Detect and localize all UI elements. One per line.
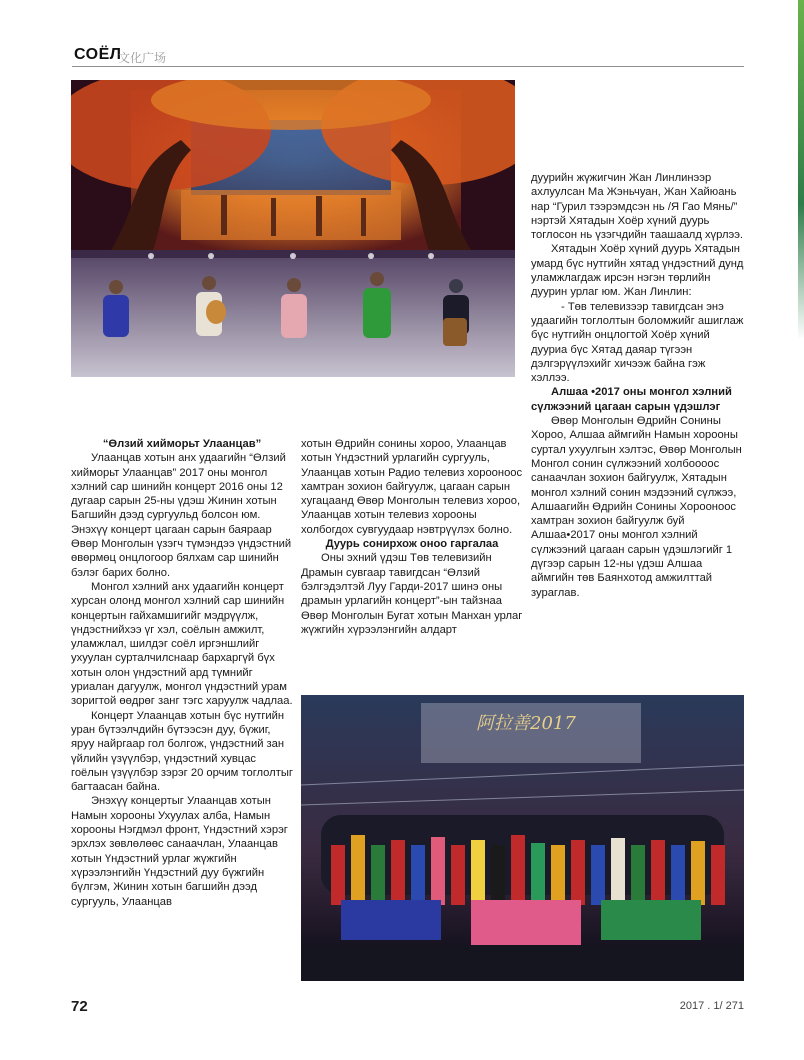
heading-ulaantsav: “Өлзий хийморьт Улаанцав”	[102, 438, 262, 450]
paragraph: Монгол хэлний анх удаагийн концерт хурсан олонд монгол хэлний сар шинийн концертын гайхамшигийг мэдрүүлж, үндэстнийхээ үг хэл, соёлын амжилт, уламжлал, шилдэг соёл иргэншлийг ухуулан сурталчилснаар бархаргүй бүх хотын олон үндэстний ард түмнийг уриалан дагуулж, монгол үндэстний урам зоригтой өөдрөг занг тэгс харуулж чадлаа.	[71, 580, 293, 708]
article-column-1	[71, 437, 293, 909]
paragraph: Концерт Улаанцав хотын бүс нутгийн уран бүтээлчдийн бүтээсэн дуу, бүжиг, яруу найргаар гол болгож, үндэстний зан үйлийн үзүүлбэр, үндэстний хувцас гоёлын үзүүлбэр зэрэг 20 орчим тоглолтыг багтаасан байна.	[71, 709, 293, 794]
paragraph: Энэхүү концертыг Улаанцав хотын Намын хорооны Ухуулах алба, Намын хорооны Нэгдмэл фронт, Үндэстний хэрэг эрхлэх зөвлөлөөс санаачлан, Улаанцав хотын Үндэстний урлаг жүжгийн хүрээлэнгийн Үндэстний дуу бүжгийн бүлгэм, Жинин хотын багшийн дээд сургууль, Улаанцав	[71, 795, 288, 908]
page-number: 72	[71, 998, 88, 1015]
paragraph: Өвөр Монголын Өдрийн Сонины Хороо, Алшаа аймгийн Намын хорооны суртал ухуулгын хэлтэс, Өвөр Монголын Монгол сонин сүлжээний холбоооос санаачлан зохион байгуулж, Хятадын монгол хэлний сонин мэдээний сүлжээ, Алшаагийн Өдрийн Сонины Хорооноос хамтран зохион байгуулж буй Алшаа•2017 оны монгол хэлний сүлжээний цагаан сарын үдэшлэгийг 1 дүгээр сарын 12-ны үдэш Алшаа аймгийн төв Баянхотод амжилттай зураглав.	[531, 415, 742, 599]
article-column-2	[301, 437, 523, 637]
section-title: СОЁЛ	[74, 46, 122, 63]
quote-paragraph: - Төв телевизээр тавигдсан энэ удаагийн тоглолтын боломжийг ашиглаж бүс нутгийн онцлогтой Хоёр хүний дууриа бүс Хятад даяар түгээн дэлгэрүүлэхийг хичээж байна гэж хэллээ.	[531, 300, 744, 385]
concert-stage-photo	[71, 80, 515, 377]
paragraph: Хятадын Хоёр хүний дуурь Хятадын умард бүс нутгийн хятад үндэстний дунд уламжлагдаж ирсэн нэгэн төрлийн дуурин урлаг юм. Жан Линлин:	[531, 243, 744, 299]
heading-opera: Дуурь сонирхож оноо гаргалаа	[325, 538, 499, 551]
issue-number: 2017 . 1/ 271	[679, 1000, 744, 1012]
banner-title: 阿拉善2017	[476, 713, 576, 734]
paragraph: Улаанцав хотын анх удаагийн “Өлзий хийморьт Улаанцав” 2017 оны монгол хэлний сар шинийн концерт 2016 оны 12 дугаар сарын 25-ны үдэш Жинин хотын Багшийн дээд сургуульд болсон юм. Энэхүү концерт цагаан сарын баяраар Өвөр Монголын үзэгч түмэндээ үндэстний өвөрмөц онцлогоор бялхам сар шинийн бэлэг барих болно.	[71, 452, 292, 579]
article-column-3	[531, 171, 744, 600]
finale-group-photo	[301, 695, 744, 981]
paragraph: Оны эхний үдэш Төв телевизийн Драмын сувгаар тавигдсан “Өлзий бэлгэдэлтэй Луу Гарди-2017 шинэ оны драмын урлагийн концерт”-ын тайзнаа Өвөр Монголын Бугат хотын Манхан урлаг жүжгийн хүрээлэнгийн алдарт	[301, 552, 523, 636]
page-edge-decoration	[798, 0, 804, 340]
paragraph-continued: хотын Өдрийн сонины хороо, Улаанцав хотын Үндэстний урлагийн сургууль, Улаанцав хотын Радио телевиз хорооноос хамтран зохион байгуулж, цагаан сарын хугацаанд Өвөр Монголын телевиз хороо, Улаанцав хотын телевиз хорооны холбогдох сувгуудаар нэвтрүүлэх болно.	[301, 438, 523, 536]
paragraph-continued: дуурийн жүжигчин Жан Линлинээр ахлуулсан Ма Жэньчуан, Жан Хайюань нар “Гурил тээрэмдсэн нь /Я Гао Мянь/” нэртэй Хятадын Хоёр хүний дуурь тоглосон нь үзэгчдийн таашаалд хүрлээ.	[531, 172, 744, 242]
header-rule	[72, 66, 744, 67]
heading-alshaa: Алшаа •2017 оны монгол хэлний сүлжээний цагаан сарын үдэшлэг	[531, 386, 732, 413]
section-subtitle-cn: 文化广场	[118, 51, 167, 65]
